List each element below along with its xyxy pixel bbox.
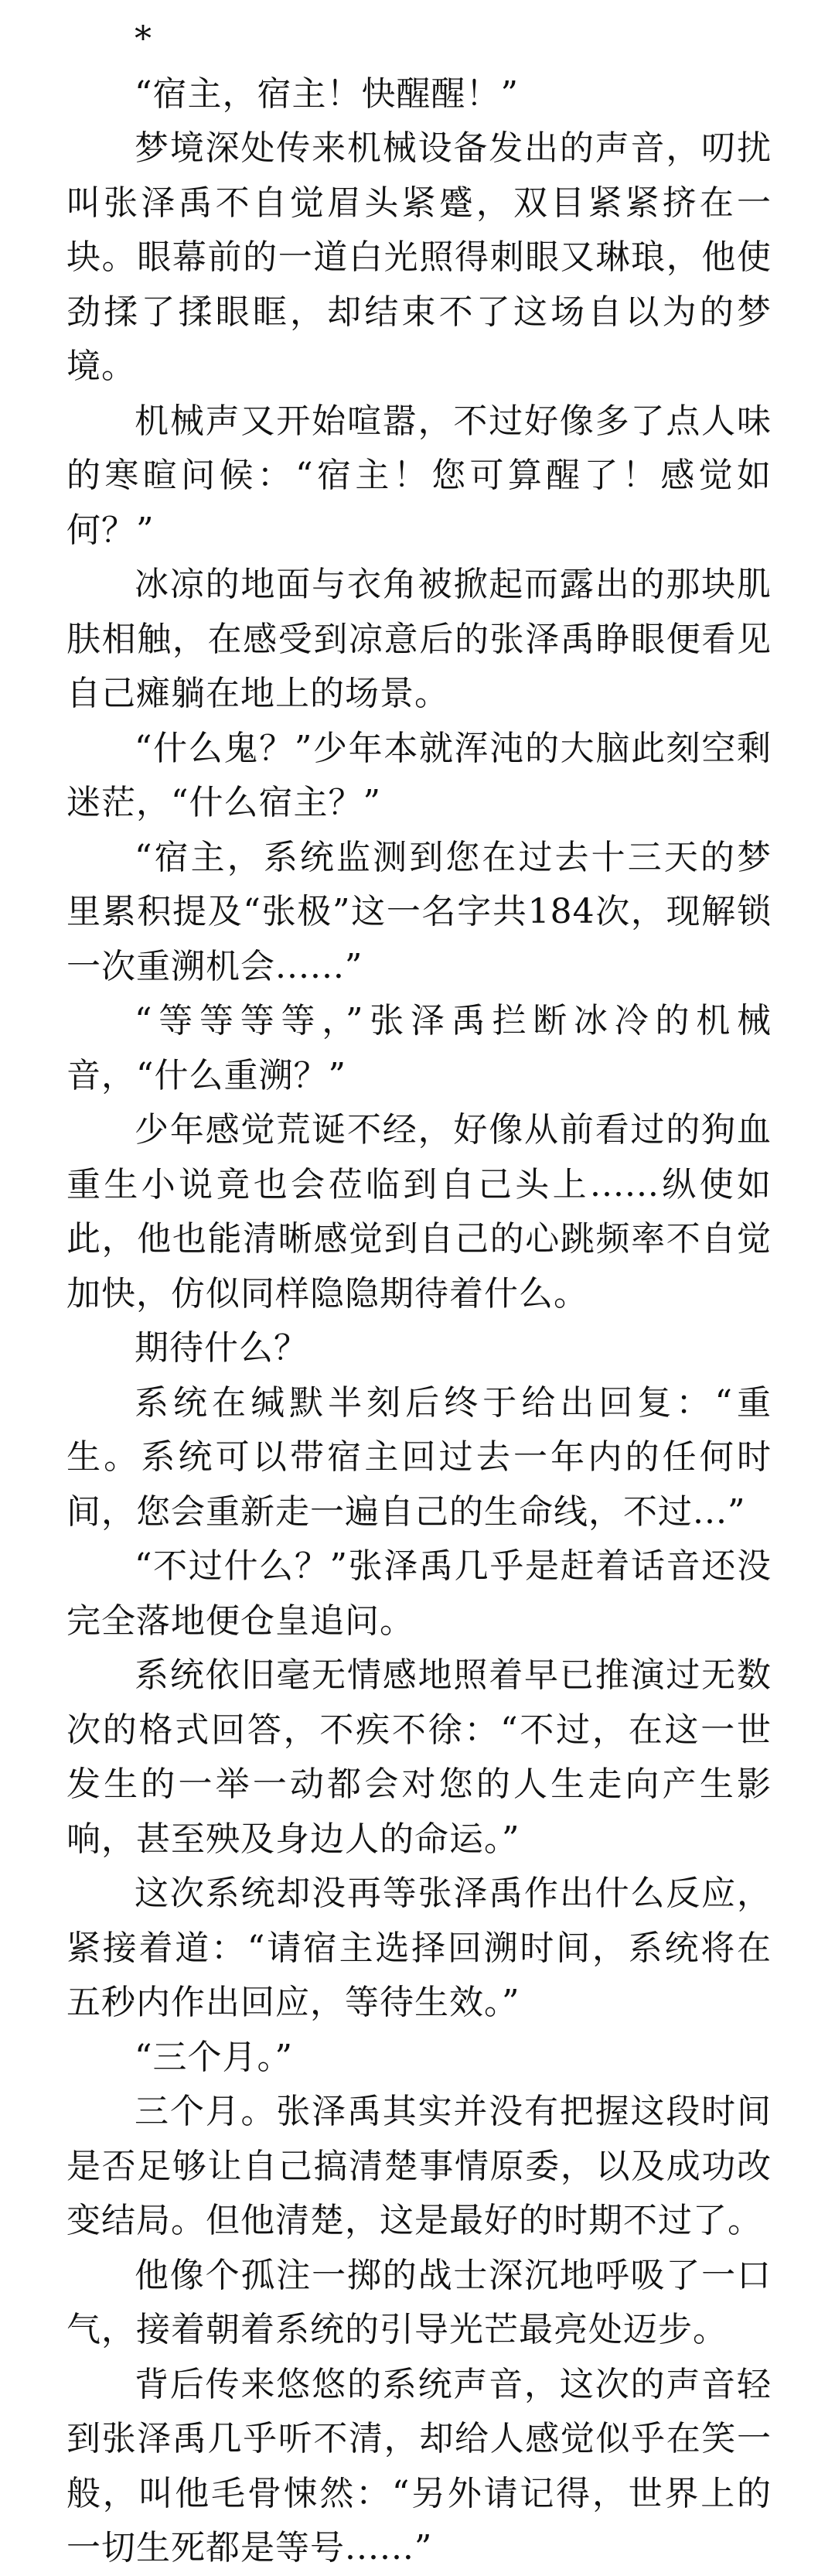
paragraph: “宿主，宿主！快醒醒！” xyxy=(135,73,519,114)
scene-separator: * xyxy=(135,19,152,59)
paragraph: “什么鬼？”少年本就浑沌的大脑此刻空剩迷茫，“什么宿主？” xyxy=(66,728,772,822)
paragraph: “等等等等，”张泽禹拦断冰冷的机械音，“什么重溯？” xyxy=(66,1001,772,1095)
paragraph: 少年感觉荒诞不经，好像从前看过的狗血重生小说竟也会莅临到自己头上......纵使如此，他也能清晰感觉到自己的心跳频率不自觉加快，仿似同样隐隐期待着什么。 xyxy=(66,1110,772,1314)
paragraph: 系统依旧毫无情感地照着早已推演过无数次的格式回答，不疾不徐：“不过，在这一世发生的一举一动都会对您的人生走向产生影响，甚至殃及身边人的命运。” xyxy=(66,1655,772,1859)
story-text xyxy=(66,12,772,2576)
paragraph: 背后传来悠悠的系统声音，这次的声音轻到张泽禹几乎听不清，却给人感觉似乎在笑一般，叫他毛骨悚然：“另外请记得，世界上的一切生死都是等号......” xyxy=(66,2364,772,2567)
paragraph: 机械声又开始喧嚣，不过好像多了点人味的寒暄问候：“宿主！您可算醒了！感觉如何？” xyxy=(66,401,772,550)
paragraph: 他像个孤注一掷的战士深沉地呼吸了一口气，接着朝着系统的引导光芒最亮处迈步。 xyxy=(66,2255,772,2349)
paragraph: 系统在缄默半刻后终于给出回复：“重生。系统可以带宿主回过去一年内的任何时间，您会重新走一遍自己的生命线，不过...” xyxy=(66,1382,772,1532)
paragraph: 冰凉的地面与衣角被掀起而露出的那块肌肤相触，在感受到凉意后的张泽禹睁眼便看见自己瘫躺在地上的场景。 xyxy=(66,565,772,713)
paragraph: “三个月。” xyxy=(135,2037,293,2077)
paragraph: 这次系统却没再等张泽禹作出什么反应，紧接着道：“请宿主选择回溯时间，系统将在五秒内作出回应，等待生效。” xyxy=(66,1874,772,2022)
paragraph: “宿主，系统监测到您在过去十三天的梦里累积提及“张极”这一名字共184次，现解锁一次重溯机会......” xyxy=(66,837,772,986)
paragraph: 三个月。张泽禹其实并没有把握这段时间是否足够让自己搞清楚事情原委，以及成功改变结局。但他清楚，这是最好的时期不过了。 xyxy=(66,2092,772,2240)
paragraph: 梦境深处传来机械设备发出的声音，叨扰叫张泽禹不自觉眉头紧蹙，双目紧紧挤在一块。眼幕前的一道白光照得刺眼又琳琅，他使劲揉了揉眼眶，却结束不了这场自以为的梦境。 xyxy=(66,128,772,386)
paragraph: “不过什么？”张泽禹几乎是赶着话音还没完全落地便仓皇追问。 xyxy=(66,1546,772,1641)
paragraph: 期待什么？ xyxy=(135,1328,308,1368)
